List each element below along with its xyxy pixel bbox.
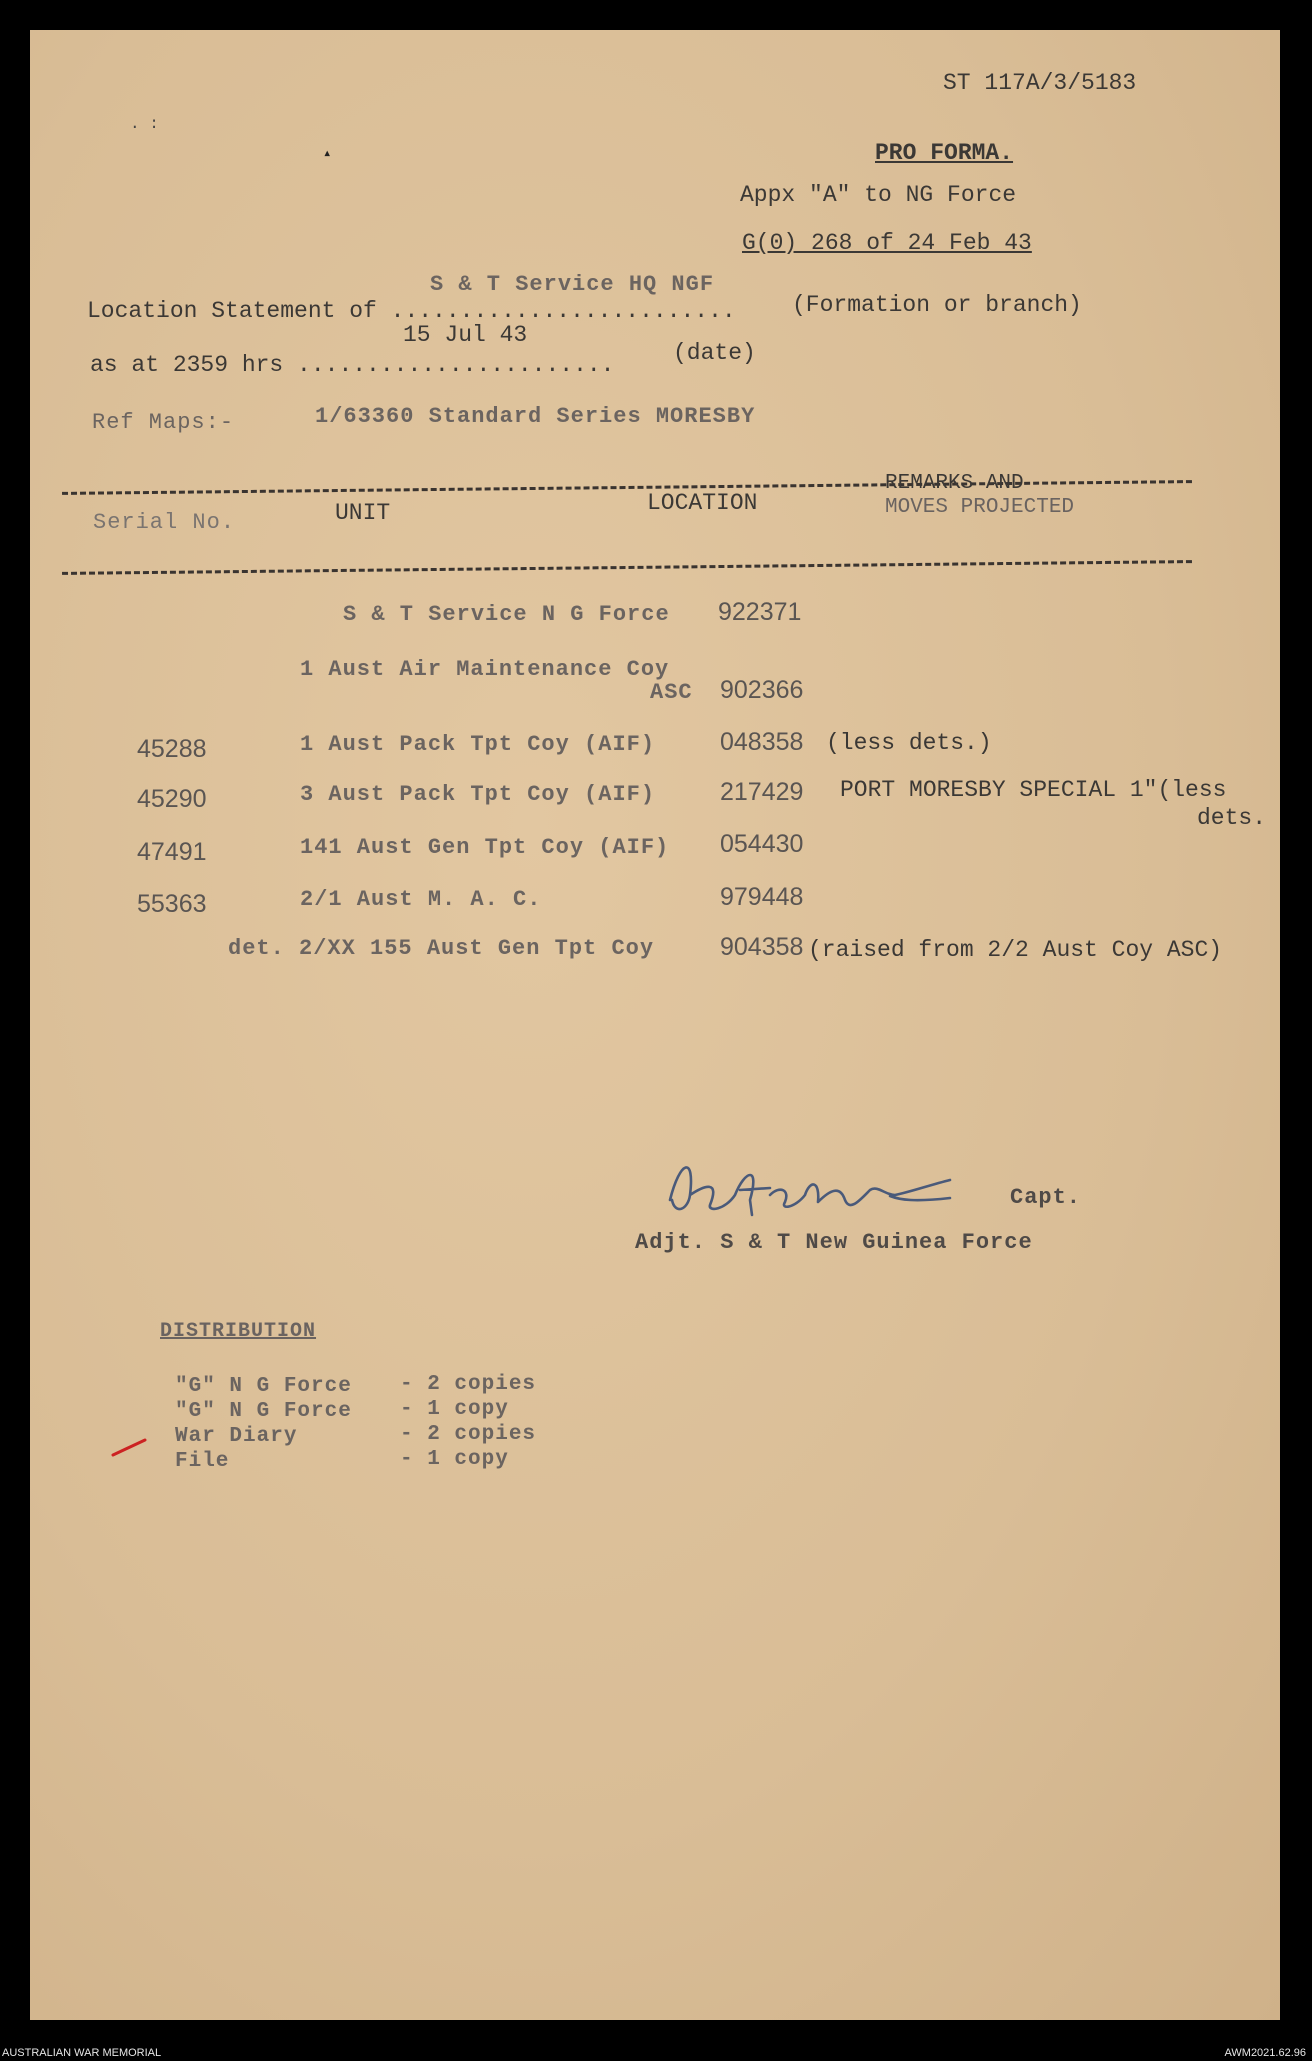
- location-cell: 217429: [720, 778, 804, 806]
- unit-cell: 141 Aust Gen Tpt Coy (AIF): [300, 835, 670, 860]
- distribution-qty: - 1 copy: [400, 1398, 509, 1421]
- ink-speck: . :: [130, 115, 159, 133]
- unit-cell: 3 Aust Pack Tpt Coy (AIF): [300, 782, 656, 807]
- location-value: S & T Service HQ NGF: [430, 272, 715, 297]
- as-at-label: as at 2359 hrs .......................: [90, 352, 615, 378]
- header-rule-bottom: [62, 560, 1192, 575]
- location-cell: 904358: [720, 933, 804, 961]
- col-remarks-line1: REMARKS AND: [885, 472, 1024, 495]
- col-location: LOCATION: [647, 490, 758, 516]
- unit-cell: det. 2/XX 155 Aust Gen Tpt Coy: [228, 936, 655, 961]
- distribution-qty: - 1 copy: [400, 1448, 509, 1471]
- serial-cell: 55363: [137, 890, 207, 918]
- location-cell: 922371: [718, 598, 802, 626]
- serial-cell: 47491: [137, 838, 207, 866]
- handwritten-signature: [650, 1140, 1050, 1240]
- remarks-cell: (less dets.): [826, 730, 992, 756]
- unit-cell: 1 Aust Air Maintenance Coy: [300, 657, 670, 682]
- formation-hint: (Formation or branch): [792, 292, 1082, 318]
- location-cell: 902366: [720, 676, 804, 704]
- order-line: G(0) 268 of 24 Feb 43: [742, 230, 1032, 256]
- serial-cell: 45290: [137, 785, 207, 813]
- distribution-recipient: "G" N G Force: [175, 1400, 352, 1423]
- distribution-recipient: "G" N G Force: [175, 1375, 352, 1398]
- ink-speck: ▴: [323, 146, 332, 162]
- appendix-line: Appx "A" to NG Force: [740, 182, 1017, 208]
- ref-maps-value: 1/63360 Standard Series MORESBY: [315, 404, 756, 429]
- distribution-recipient: War Diary: [175, 1425, 298, 1448]
- location-cell: 979448: [720, 883, 804, 911]
- unit-cell: 1 Aust Pack Tpt Coy (AIF): [300, 732, 656, 757]
- ref-maps-label: Ref Maps:-: [92, 410, 235, 435]
- location-cell: 054430: [720, 830, 804, 858]
- unit-cell: 2/1 Aust M. A. C.: [300, 887, 542, 912]
- distribution-recipient: File: [175, 1450, 230, 1473]
- archive-credit: AUSTRALIAN WAR MEMORIAL: [2, 2047, 162, 2059]
- date-hint: (date): [673, 340, 756, 366]
- document-page: [30, 30, 1280, 2020]
- signatory-rank: Capt.: [1010, 1185, 1082, 1210]
- red-tick-mark: [110, 1435, 150, 1460]
- remarks-cell: (raised from 2/2 Aust Coy ASC): [808, 937, 1223, 963]
- remarks-cell-line2: dets.: [1197, 805, 1267, 831]
- distribution-qty: - 2 copies: [400, 1373, 537, 1396]
- pro-forma-heading: PRO FORMA.: [875, 140, 1014, 166]
- location-label: Location Statement of .........................: [87, 298, 736, 324]
- col-unit: UNIT: [335, 500, 391, 526]
- col-remarks-line2: MOVES PROJECTED: [885, 496, 1075, 519]
- col-serial: Serial No.: [93, 510, 236, 535]
- remarks-cell: PORT MORESBY SPECIAL 1"(less: [840, 777, 1227, 803]
- archive-identifier: AWM2021.62.96: [1224, 2047, 1306, 2059]
- serial-cell: 45288: [137, 735, 207, 763]
- unit-cell-line2: ASC: [650, 680, 693, 705]
- distribution-heading: DISTRIBUTION: [160, 1320, 317, 1343]
- signatory-title: Adjt. S & T New Guinea Force: [635, 1230, 1033, 1255]
- distribution-qty: - 2 copies: [400, 1423, 537, 1446]
- location-cell: 048358: [720, 728, 804, 756]
- document-reference: ST 117A/3/5183: [943, 70, 1137, 96]
- unit-cell: S & T Service N G Force: [343, 602, 670, 627]
- as-at-value: 15 Jul 43: [403, 322, 528, 348]
